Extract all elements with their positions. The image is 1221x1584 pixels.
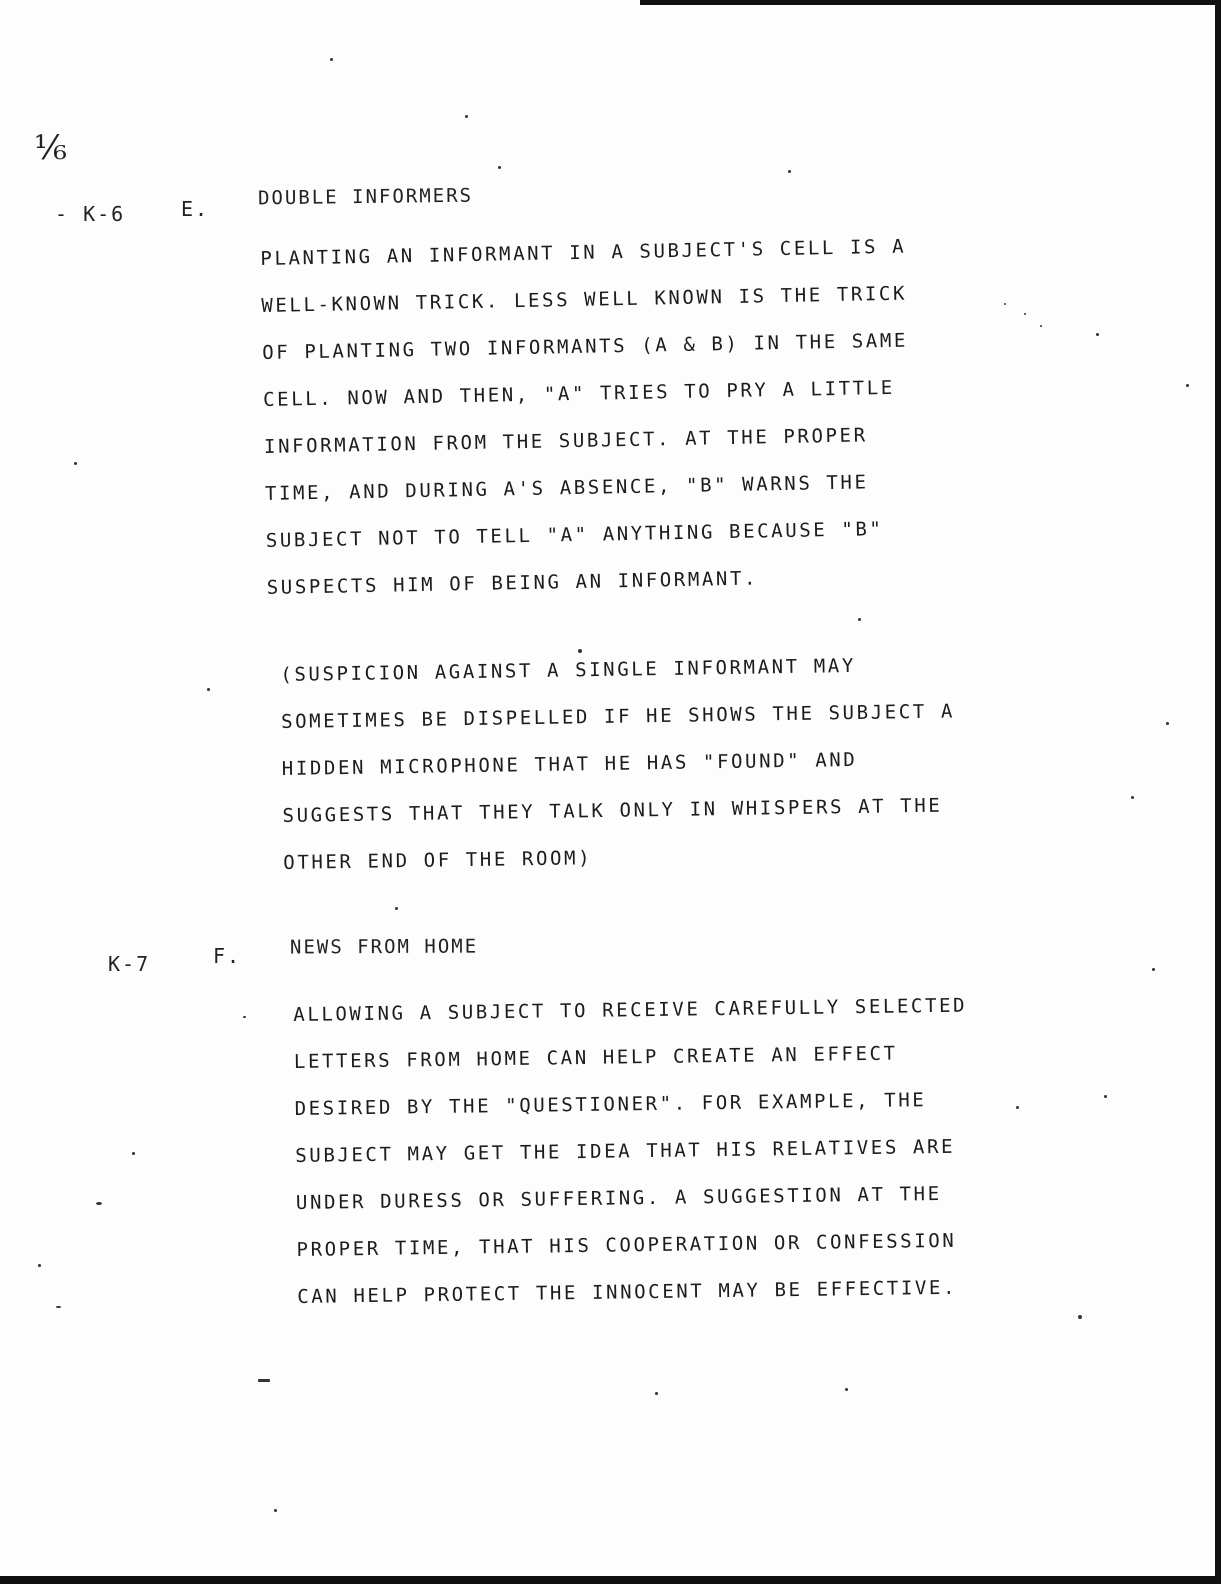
scan-speck	[207, 688, 210, 691]
scan-speck	[56, 1306, 61, 1308]
text-line: DESIRED BY THE "QUESTIONER". FOR EXAMPLE, THE	[294, 1089, 927, 1120]
scan-speck	[1040, 325, 1042, 327]
text-line: SUBJECT MAY GET THE IDEA THAT HIS RELATIVES ARE	[295, 1135, 956, 1167]
text-line: SUBJECT NOT TO TELL "A" ANYTHING BECAUSE "B"	[265, 518, 884, 552]
section-e-paragraph-2	[280, 641, 957, 887]
scan-speck	[1024, 313, 1026, 315]
scan-edge-bottom	[0, 1576, 1221, 1584]
text-line: (SUSPICION AGAINST A SINGLE INFORMANT MAY	[280, 654, 857, 686]
text-line: SUSPECTS HIM OF BEING AN INFORMANT.	[266, 567, 759, 599]
text-line: OF PLANTING TWO INFORMANTS (A & B) IN THE SAME	[262, 329, 909, 364]
text-line: SUGGESTS THAT THEY TALK ONLY IN WHISPERS AT THE	[282, 794, 943, 827]
scan-speck	[1096, 333, 1099, 336]
scan-edge-top	[640, 0, 1221, 5]
text-line: CAN HELP PROTECT THE INNOCENT MAY BE EFFECTIVE.	[297, 1276, 958, 1308]
text-line: UNDER DURESS OR SUFFERING. A SUGGESTION AT THE	[295, 1182, 942, 1214]
scan-speck	[465, 115, 468, 118]
text-line: WELL-KNOWN TRICK. LESS WELL KNOWN IS THE TRICK	[261, 282, 908, 317]
text-line: PROPER TIME, THAT HIS COOPERATION OR CONFESSION	[296, 1229, 957, 1261]
scan-speck	[395, 907, 398, 910]
text-line: TIME, AND DURING A'S ABSENCE, "B" WARNS THE	[264, 471, 869, 505]
scan-speck	[1104, 1095, 1107, 1098]
scan-speck	[1186, 384, 1189, 387]
text-line: PLANTING AN INFORMANT IN A SUBJECT'S CELL IS A	[260, 235, 907, 270]
scan-speck	[1152, 968, 1155, 971]
text-line: INFORMATION FROM THE SUBJECT. AT THE PROPER	[263, 424, 868, 458]
scan-speck	[243, 1016, 246, 1018]
text-line: LETTERS FROM HOME CAN HELP CREATE AN EFFECT	[293, 1042, 898, 1073]
scan-speck	[1016, 1106, 1019, 1109]
scan-speck	[788, 170, 791, 173]
section-f-letter: F.	[213, 944, 242, 968]
scan-speck	[1004, 303, 1006, 305]
scan-speck	[274, 1509, 277, 1512]
text-line: HIDDEN MICROPHONE THAT HE HAS "FOUND" AND	[281, 748, 858, 780]
section-e-letter: E.	[181, 197, 210, 221]
section-f-title: NEWS FROM HOME	[289, 935, 479, 959]
scan-speck	[858, 618, 861, 621]
scan-speck	[845, 1388, 848, 1391]
scan-speck	[330, 58, 333, 61]
text-line: CELL. NOW AND THEN, "A" TRIES TO PRY A LITTLE	[262, 376, 896, 411]
scan-speck	[1131, 796, 1134, 799]
text-line: ALLOWING A SUBJECT TO RECEIVE CAREFULLY SELECTED	[293, 994, 968, 1026]
scan-speck	[578, 649, 582, 653]
text-line: OTHER END OF THE ROOM)	[283, 847, 593, 874]
section-e-title: DOUBLE INFORMERS	[257, 184, 474, 210]
scan-speck	[1166, 722, 1169, 725]
scan-speck	[96, 1202, 102, 1205]
scan-speck	[132, 1152, 135, 1155]
scan-speck	[258, 1379, 270, 1382]
text-line: SOMETIMES BE DISPELLED IF HE SHOWS THE SUBJECT A	[280, 700, 956, 733]
section-f-paragraph-1	[293, 983, 971, 1321]
section-e-paragraph-1	[260, 224, 913, 612]
section-f-ref: K-7	[108, 952, 151, 976]
scan-speck	[74, 462, 77, 465]
scan-speck	[38, 1264, 41, 1267]
scan-speck	[655, 1392, 658, 1395]
scan-speck	[498, 166, 501, 169]
scan-speck	[1078, 1315, 1082, 1319]
section-e-ref: - K-6	[55, 202, 126, 226]
scan-edge-right	[1215, 0, 1221, 1584]
handwritten-margin-mark: ⅙	[34, 128, 67, 168]
